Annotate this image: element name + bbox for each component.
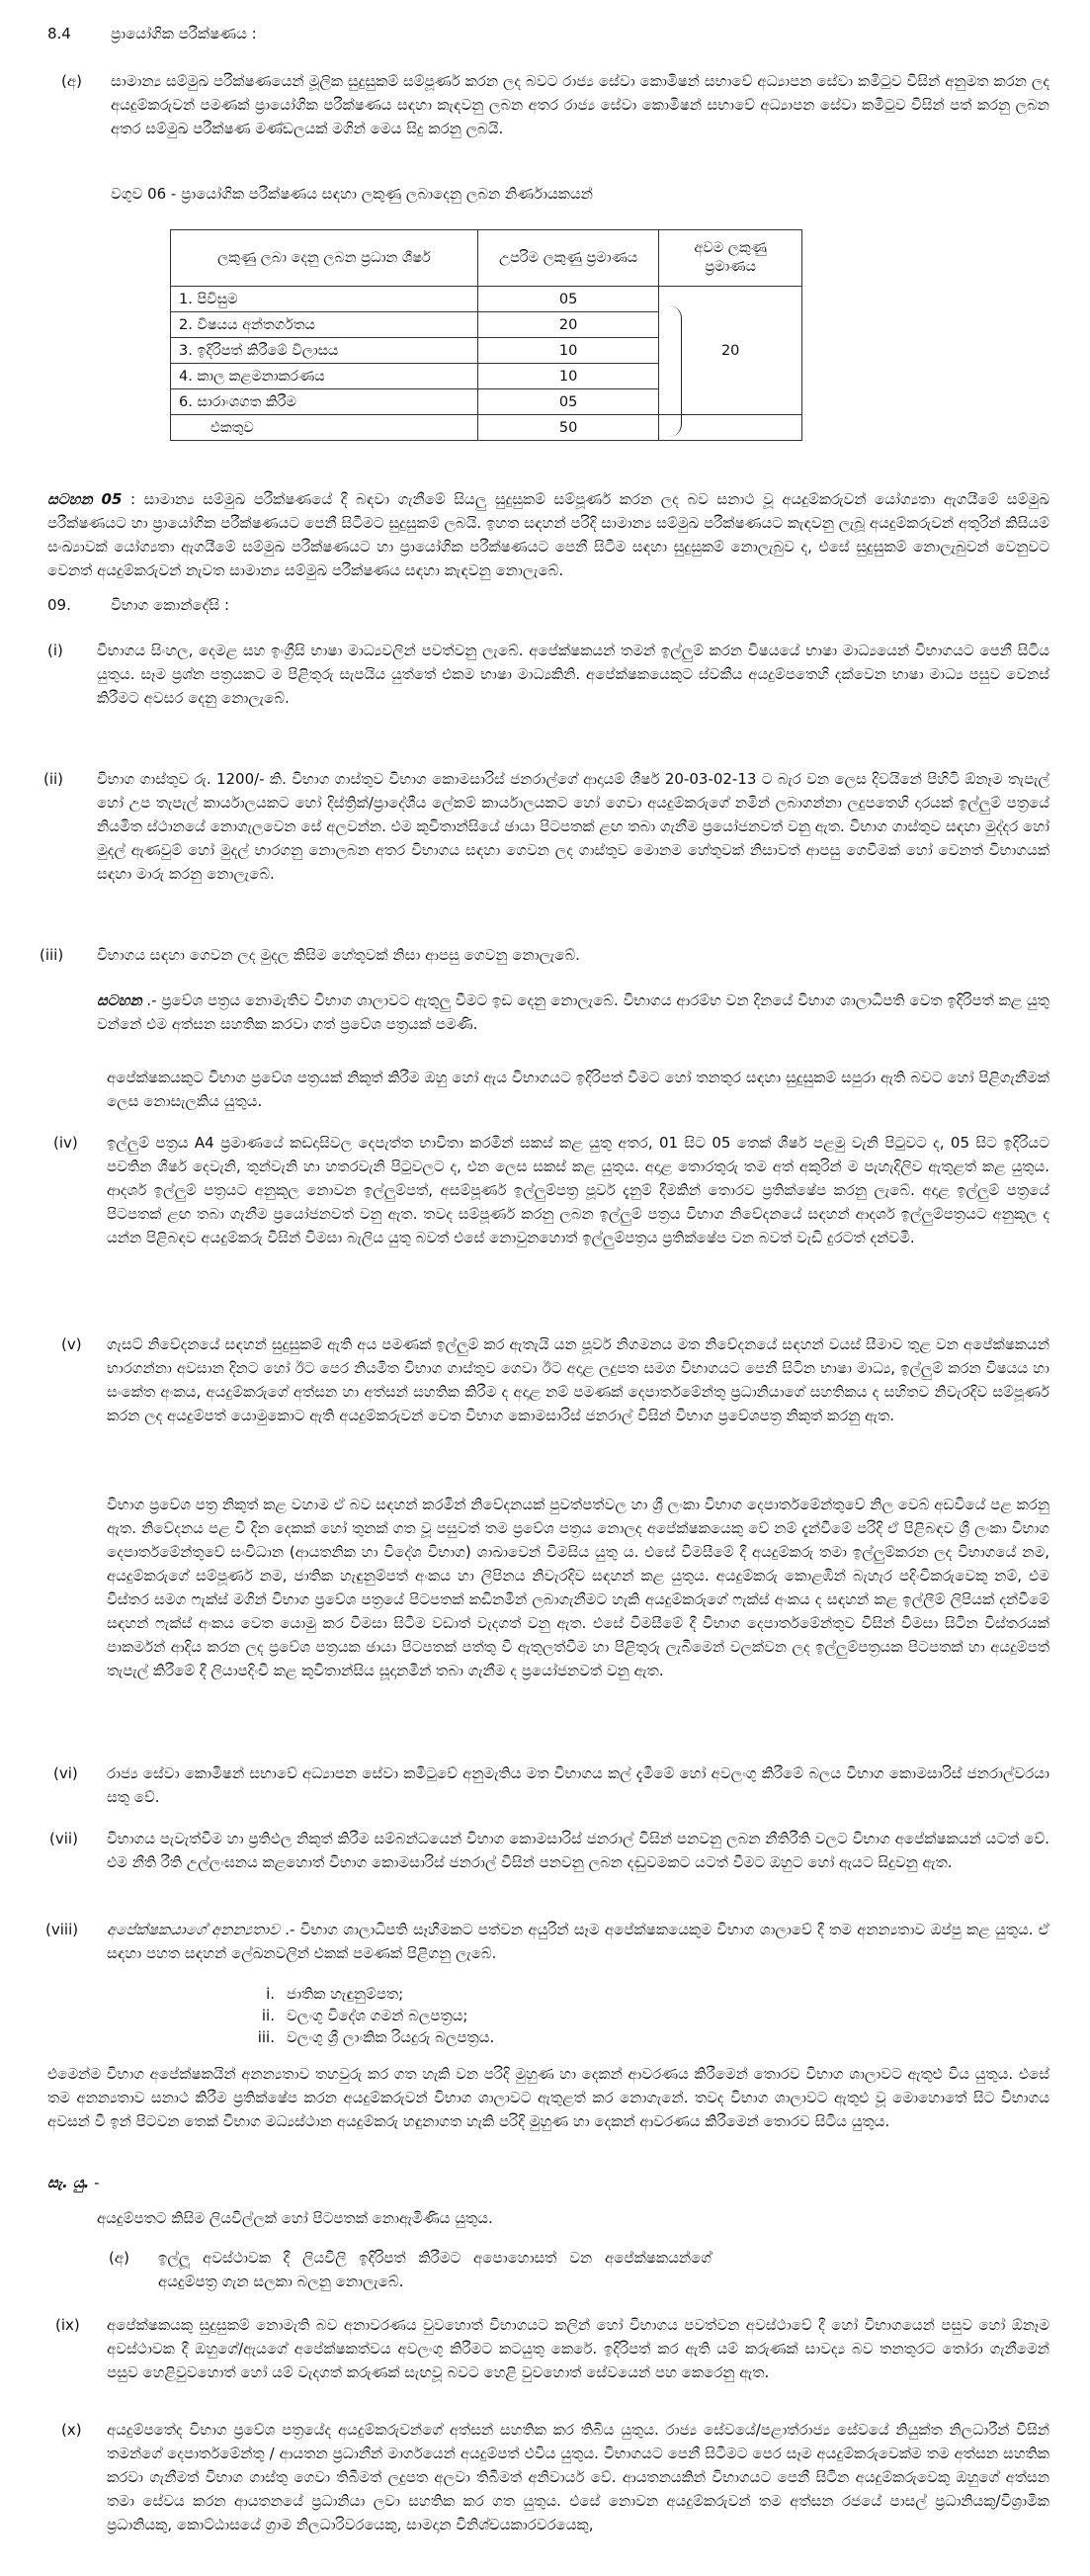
identity-doc-list bbox=[247, 1983, 494, 2048]
header-criterion: ලකුණු ලබා දෙනු ලබන ප්‍රධාන ශීර්ෂ bbox=[171, 230, 478, 287]
cond-text: ඉල්ලුම් පත්‍රය A4 ප්‍රමාණයේ කඩදාසිවල දෙපැත්ත භාවිතා කරමින් සකස් කළ යුතු අතර, 01 සිට 05 තෙක් ශීර්ෂ පළමු වැනි පිටුවට ද, 05 සිට ඉදිරියට පවතින ශීර්ෂ දෙවැනි, තුන්වැනි හා හතරවැනි පිටුවලට ද, එන ලෙස සකස් කළ යුතුය. අදාළ තොරතුරු තම අත් අකුරින් ම පැහැදිලිව ඇතුළත් කළ යුතුය. ආදර්ශ ඉල්ලුම් පත්‍රයට අනුකූල නොවන ඉල්ලුම්පත්, අසම්පූර්ණ ඉල්ලුම්පත්‍ර පූර්ව දැනුම් දීමකින් තොරව ප්‍රතික්ෂේප කරනු ලැබේ. අදාළ ඉල්ලුම් පත්‍රයේ පිටපතක් ළඟ තබා ගැනීම ප්‍රයෝජනවත් වනු ඇත. තවද සම්පූර්ණ කරනු ලබන ඉල්ලුම් පත්‍රය විභාග නිවේදනයේ සඳහන් ආදර්ශ ඉල්ලුම්පත්‍රයට අනුකූල ද යන්න පිළිබඳව අයදුම්කරු විසින් විමසා බැලිය යුතු බවත් එසේ නොවුනහොත් ඉල්ලුම්පත්‍රය ප්‍රතික්ෂේප වන බවත් වැඩි දුරටත් දන්වමි. bbox=[107, 1134, 1049, 1246]
row-criterion: 2. විෂයය අන්තර්ගතය bbox=[171, 312, 478, 338]
cond-text: විභාගය පැවැත්වීම හා ප්‍රතිඵල නිකුත් කිරීම සම්බන්ධයෙන් විභාග කොමසාරිස් ජනරාල් විසින් පනවනු ලබන නීතිරීති වලට විභාග අපේක්ෂකයන් යටත් වේ. එම නීති රීති උල්ලංඝනය කළහොත් විභාග කොමසාරිස් ජනරාල් විසින් පනවනු ලබන දඬුවමකට යටත් වීමට ඔහුට හෝ ඇයට සිදුවනු ඇත. bbox=[107, 1830, 1049, 1871]
row-criterion: 1. පිවිසුම bbox=[171, 287, 478, 312]
note-05-text: : සාමාන්‍ය සම්මුඛ පරීක්ෂණයේ දී බඳවා ගැනීමේ සියලු සුදුසුකම් සම්පූර්ණ කරන ලද බව සනාථ වූ අයදුම්කරුවන් යෝග්‍යතා ඇගයීමේ සම්මුඛ පරීක්ෂණයට හා ප්‍රායෝගික පරීක්ෂණයට පෙනී සිටීමට සුදුසුකම් ලබයි. ඉහත සඳහන් පරිදි සාමාන්‍ය සම්මුඛ පරීක්ෂණයට කැඳවනු ලැබූ අයදුම්කරුවන් අතුරින් කිසියම් සංඛ්‍යාවක් යෝග්‍යතා ඇගයීමේ සම්මුඛ පරීක්ෂණයට හා ප්‍රායෝගික පරීක්ෂණයට පෙනී සිටීම සඳහා සුදුසුකම් නොලැබුව ද, එසේ සුදුසුකම් නොලැබුවන් වෙනුවට වෙනත් අයදුම්කරුවන් නැවත සාමාන්‍ය සම්මුඛ පරීක්ෂණය සඳහා කැඳවනු නොලැබේ. bbox=[47, 490, 1049, 579]
cond-label: (iii) bbox=[40, 946, 64, 964]
cond-text2: විභාග ප්‍රවේශ පත්‍ර නිකුත් කළ වහාම ඒ බව සඳහන් කරමින් නිවේදනයක් පුවත්පත්වල හා ශ්‍රී ලංකා විභාග දෙපාර්තමේන්තුවේ නිල වෙබ් අඩවියේ පළ කරනු ඇත. නිවේදනය පළ වී දින දෙකක් හෝ තුනක් ගත වූ පසුවත් තම ප්‍රවේශ පත්‍රය නොලද අපේක්ෂකයෙකු වේ නම් දැන්වීමේ පරිදි ඒ පිළිබඳව ශ්‍රී ලංකා විභාග දෙපාර්තමේන්තුවේ සංවිධාන (ආයතනික හා විදේශ විභාග) ශාඛාවෙන් විමසිය යුතු ය. එසේ විමසීමේ දී අයදුම්කරු තමා ඉල්ලුම්කරන ලද විභාගයේ නම, අයදුම්කරුගේ සම්පූර්ණ නම, ජාතික හැඳුනුම්පත් අංකය හා ලිපිනය නිවැරදිව සඳහන් කළ යුතුය. අයදුම්කරු කොළඹින් බැහැර පදිංචිකරුවෙකු නම්, එම විස්තර සමග ෆැක්ස් මගින් විභාග ප්‍රවේශ පත්‍රයේ පිටපතක් කඩිනමින් ලබාගැනීමට හැකි අයදුම්කරුගේ ෆැක්ස් අංකය ද සඳහන් කළ ඉල්ලීම් ලිපියක් දන්වීමේ සඳහන් ෆැක්ස් අංකය වෙත යොමු කර විමසා සිටීම වඩාත් වැදගත් වනු ඇත. එසේ විමසීමේ දී විභාග දෙපාර්තමේන්තුව විසින් විමසා සිටින විස්තරයක් පාකර්මන් ආදිය කරන ලද ප්‍රවේශ පත්‍රයක ඡායා පිටපතක් පත්තු වී ඇතුලත්වීම හා පිළිතුරු ලැබීමෙන් වලක්වන ලද ඉල්ලුම්පත්‍රයක පිටපතක් හා අයදුම්පත් තැපැල් කිරීමේ දී ලියාපදිංචි කළ කුවිතාන්සිය සූදානමින් තබා ගැනීම ද ප්‍රයෝජනවත් වනු ඇත. bbox=[107, 1496, 1049, 1679]
table-header-row bbox=[171, 230, 802, 287]
para-text: සාමාන්‍ය සම්මුඛ පරීක්ෂණයෙන් මූලික සුදුසුකම් සම්පූර්ණ කරන ලද බවට රාජ්‍ය සේවා කොමිෂන් සභාවේ අධ්‍යාපන සේවා කමිටුව විසින් අනුමත කරන ලද අයදුම්කරුවන් පමණක් ප්‍රායෝගික පරීක්ෂණය සඳහා කැඳවනු ලබන අතර රාජ්‍ය සේවා කොමිෂන් සභාවේ අධ්‍යාපන සේවා කමිටුව විසින් පත් කරනු ලබන අතර සම්මුඛ පරීක්ෂණ මණ්ඩලයක් මගින් මෙය සිදු කරනු ලබයි. bbox=[111, 72, 1049, 137]
table-total-row bbox=[171, 415, 802, 441]
cond-text: අයදුම්පතේද විභාග ප්‍රවේශ පත්‍රයේද අයදුම්කරුවන්ගේ අත්සන් සහතික කර තිබිය යුතුය. රාජ්‍ය සේවයේ/පළාත්රාජ්‍ය සේවයේ නියුක්ත නිලධාරීන් විසින් තමන්ගේ දෙපාර්තමේන්තු / ආයතන ප්‍රධානීන් මාර්ගයෙන් අයදුම්පත් එවිය යුතුය. විභාගයට පෙනී සිටීමට පෙර සෑම අයදුම්කරුවෙක්ම තම අත්සන සහතික කරවා ගැනීමත් විභාග ගාස්තු ගෙවා තිබීමත් ලදුපත අලවා තිබීමත් අනිවාර්ය වේ. ආයතනයකින් විභාගයට පෙනී සිටින අයදුම්කරුවෙකු ඔහුගේ අත්සන තමා සේවය කරන ආයතනයේ ප්‍රධානියා ලවා සහතික කර ගත යුතුය. එසේ නොවන අයදුම්කරුවන් තම අත්සන රජයේ පාසල් ප්‍රධානියකු/විශ්‍රාමික ප්‍රධානියකු, කොට්ඨාසයේ ග්‍රාම නිලධාරිවරයෙකු, සාමදාන විනිශ්චයකාරවරයෙකු, bbox=[107, 2421, 1049, 2533]
row-criterion: 3. ඉදිරිපත් කිරීමේ විලාසය bbox=[171, 338, 478, 364]
total-max: 50 bbox=[477, 415, 658, 441]
note-iii-text: .- ප්‍රවේශ පත්‍රය නොමැතිව විභාග ශාලාවට ඇතුලු වීමට ඉඩ දෙනු නොලැබේ. විභාගය ආරම්භ වන දිනයේ විභාග ශාලාධිපති වෙත ඉදිරිපත් කළ යුතු වන්නේ එම අත්සන සහතික කරවා ගත් ප්‍රවේශ පත්‍රයක් පමණි. bbox=[97, 991, 1049, 1033]
para-label: (අ) bbox=[61, 72, 82, 90]
sa-su bbox=[47, 2171, 100, 2194]
sa-su-sub-label: (අ) bbox=[109, 2249, 129, 2267]
row-min-total: 20 bbox=[659, 287, 802, 415]
cond-text: විභාගය සිංහල, දෙමළ සහ ඉංග්‍රීසි භාෂා මාධ්‍යවලින් පවත්වනු ලැබේ. අපේක්ෂකයන් තමන් ඉල්ලුම් කරන විෂයයේ භාෂා මාධ්‍යයෙන් විභාගයට පෙනී සිටිය යුතුය. සෑම ප්‍රශ්න පත්‍රයකට ම පිළිතුරු සැපයිය යුත්තේ එකම භාෂා මාධ්‍යකිනි. අපේක්ෂකයෙකුට ස්වකීය අයදුම්පතෙහි දක්වෙන භාෂා මාධ්‍ය පසුව වෙනස් කිරීමට අවසර දෙනු නොලැබේ. bbox=[97, 642, 1049, 707]
cond-text: ගැසට් නිවේදනයේ සඳහන් සුදුසුකම් ඇති අය පමණක් ඉල්ලුම් කර ඇතැයි යන පූර්ව නිගමනය මත නිවේදනයේ සඳහන් වයස් සීමාව තුළ වන අපේක්ෂකයන් භාරගන්නා අවසාන දිනට හෝ ඊට පෙර නියමිත විභාග ගාස්තුව ගෙවා ඊට අදාළ ලදුපත සමග විභාගයට පෙනී සිටින භාෂා මාධ්‍ය, ඉල්ලුම් කරන විෂයය හා සංකේත අංකය, අයදුම්කරුගේ අත්සන හා අත්සන් සහතික කිරීම ද අදාළ නම් පමණක් දෙපාර්තමේන්තු ප්‍රධානියාගේ සහතිකය ද සහිතව නිවැරදිව සම්පූර්ණ කරන ලද අයදුම්පත් යොමුකොට ඇති අයදුම්කරුවන් වෙත විභාග කොමසාරිස් ජනරාල් විසින් විභාග ප්‍රවේශපත්‍ර නිකුත් කරනු ඇත. bbox=[107, 1335, 1049, 1424]
cond-viii-body: .- විභාග ශාලාධිපති සෑහීමකට පත්වන අයුරින් සෑම අපේක්ෂකයෙකුම විභාග ශාලාවේ දී තම අනන්‍යතාව ඔප්පු කළ යුතුය. ඒ සඳහා පහත සඳහන් ලේඛනවලින් එකක් පමණක් පිළිගනු ලැබේ. bbox=[107, 1921, 1049, 1962]
table-caption: වගුව 06 - ප්‍රායෝගික පරීක්ෂණය සඳහා ලකුණු ලබාදෙනු ලබන නිර්ණායකයන් bbox=[111, 185, 593, 203]
cond-viii-text bbox=[107, 1918, 1049, 1965]
brace-decoration bbox=[669, 305, 682, 437]
note-05 bbox=[47, 487, 1049, 582]
section-number: 09. bbox=[47, 596, 71, 614]
list-item: i. ජාතික හැඳුනුම්පත; bbox=[266, 1985, 404, 2003]
sa-su-dash: - bbox=[94, 2174, 100, 2191]
section-title: ප්‍රායෝගික පරීක්ෂණය : bbox=[111, 25, 257, 43]
list-item: iii. වලංගු ශ්‍රී ලාංකික රියදුරු බලපත්‍රය. bbox=[257, 2028, 495, 2046]
note-05-label: සටහන 05 bbox=[47, 490, 123, 508]
cond-label: (iv) bbox=[53, 1134, 78, 1152]
cond-label: (vi) bbox=[53, 1764, 78, 1782]
section-title: විභාග කොන්දේසි : bbox=[111, 596, 230, 614]
note-iii-label: සටහන bbox=[97, 991, 142, 1009]
row-max: 10 bbox=[477, 364, 658, 389]
sa-su-line1: අයදුම්පතට කිසිම ලියවිල්ලක් හෝ පිටපතක් නොඇමිණිය යුතුය. bbox=[97, 2209, 493, 2227]
cond-label: (i) bbox=[47, 642, 63, 659]
row-max: 20 bbox=[477, 312, 658, 338]
row-max: 10 bbox=[477, 338, 658, 364]
row-max: 05 bbox=[477, 287, 658, 312]
cond-text: අපේක්ෂකයකු සුදුසුකම් නොමැති බව අනාවරණය වුවහොත් විභාගයට කලින් හෝ විභාගය පවත්වන අවස්ථාවේ දී හෝ විභාගයෙන් පසුව හෝ ඕනෑම අවස්ථාවක දී ඔහුගේ/ඇයගේ අපේක්ෂකත්වය අවලංගු කිරීමට කටයුතු කෙරේ. ඉදිරිපත් කර ඇති යම් කරුණක් සාවද්‍ය බව තනතුරට තෝරා ගැනීමෙන් පසුව හෙළිවුවහොත් හෝ යම් වැදගත් කරුණක් සැඟවූ බවට හෙළි වුවහොත් සේවයෙන් පහ කෙරෙනු ඇත. bbox=[107, 2316, 1049, 2381]
section-number: 8.4 bbox=[47, 25, 71, 43]
cond-text: විභාගය සඳහා ගෙවන ලද මුදල කිසිම හේතුවක් නිසා ආපසු ගෙවනු නොලැබේ. bbox=[97, 946, 580, 964]
score-table bbox=[170, 229, 802, 441]
table-row bbox=[171, 287, 802, 312]
cond-label: (viii) bbox=[45, 1921, 79, 1938]
cond-label: (ii) bbox=[43, 770, 64, 788]
note-iii-text2: අපේක්ෂකයකුට විභාග ප්‍රවේශ පත්‍රයක් නිකුත් කිරීම ඔහු හෝ ඇය විභාගයට ඉදිරිපත් වීමට හෝ තනතුර සඳහා සුදුසුකම් සපුරා ඇති බවට හෝ පිළිගැනීමක් ලෙස නොසැලකිය යුතුය. bbox=[107, 1069, 1049, 1110]
cond-label: (x) bbox=[61, 2421, 82, 2439]
cond-text: රාජ්‍ය සේවා කොමිෂන් සභාවේ අධ්‍යාපන සේවා කමිටුවේ අනුමැතිය මත විභාගය කල් දැමීමේ හෝ අවලංගු කිරීමේ බලය විභාග කොමසාරිස් ජනරාල්වරයා සතු වේ. bbox=[107, 1764, 1049, 1806]
row-max: 05 bbox=[477, 389, 658, 415]
cond-label: (v) bbox=[61, 1335, 82, 1353]
cond-text: විභාග ගාස්තුව රු. 1200/- කි. විභාග ගාස්තුව විභාග කොමසාරිස් ජනරාල්ගේ ආදායම් ශීර්ෂ 20-03-02-13 ට බැර වන ලෙස දිවයිනේ පිහිටි ඕනෑම තැපැල් හෝ උප තැපැල් කාර්යාලයකට හෝ දිස්ත්‍රික්/ප්‍රාදේශීය ලේකම් කාර්යාලයකට හෝ ගෙවා අයදුම්කරුගේ නමින් ලබාගන්නා ලදුපතෙහි දාරයක් ඉල්ලුම් පත්‍රයේ නියමිත ස්ථානයේ නොගැලවෙන සේ අලවන්න. එම කුවිතාන්සියේ ඡායා පිටපතක් ළඟ තබා ගැනීම ප්‍රයෝජනවත් වනු ඇත. විභාග ගාස්තුව සඳහා මුද්දර හෝ මුදල් ඇණවුම් හෝ මුදල් භාරගනු නොලබන අතර විභාගය සඳහා ගෙවන ලද ගාස්තුව මොනම හේතුවක් නිසාවත් ආපසු ගෙවීමක් හෝ වෙනත් විභාගයක් සඳහා මාරු කරනු නොලැබේ. bbox=[97, 770, 1049, 883]
header-min: අවම ලකුණු ප්‍රමාණය bbox=[659, 230, 802, 287]
cond-label: (ix) bbox=[55, 2316, 80, 2334]
identity-para: එමෙන්ම විභාග අපේක්ෂකයින් අනන්‍යතාව තහවුරු කර ගත හැකි වන පරිදි මුහුණ හා දෙකන් ආවරණය කිරීමෙන් තොරව විභාග ශාලාවට ඇතුළු විය යුතුය. එසේ තම අනන්‍යතාව සනාථ කිරීම ප්‍රතික්ෂේප කරන අයදුම්කරුවන් විභාග ශාලාවට ඇතුළත් කර නොගැනේ. තවද විභාග ශාලාවට ඇතුළු වූ මොහොතේ සිට විභාගය අවසන් වී ඉන් පිටවන තෙක් විභාග මධ්‍යස්ථාන අයදුම්කරු හඳුනාගත හැකි පරිදි මුහුණ හා දෙකන් ආවරණය කිරීමෙන් තොරව සිටිය යුතුය. bbox=[47, 2065, 1049, 2130]
row-criterion: 4. කාල කළමනාකරණය bbox=[171, 364, 478, 389]
cond-viii-lead: අපේක්ෂකයාගේ අනන්‍යතාව bbox=[107, 1921, 281, 1938]
list-item: ii. වලංගු විදේශ ගමන් බලපත්‍රය; bbox=[261, 2007, 468, 2024]
cond-label: (vii) bbox=[49, 1830, 78, 1847]
total-label: එකතුව bbox=[171, 415, 478, 441]
row-criterion: 6. සාරාංශගත කිරීම bbox=[171, 389, 478, 415]
note-iii bbox=[97, 988, 1049, 1036]
sa-su-sub-text: ඉල්ලූ අවස්ථාවක දී ලියවිලි ඉදිරිපත් කිරීමට අපොහොසත් වන අපේක්ෂකයන්ගේ අයදුම්පත්‍ර ගැන සලකා බලනු නොලැබේ. bbox=[158, 2249, 712, 2290]
header-max: උපරිම ලකුණු ප්‍රමාණය bbox=[477, 230, 658, 287]
sa-su-label: සැ. යු. bbox=[47, 2174, 90, 2191]
